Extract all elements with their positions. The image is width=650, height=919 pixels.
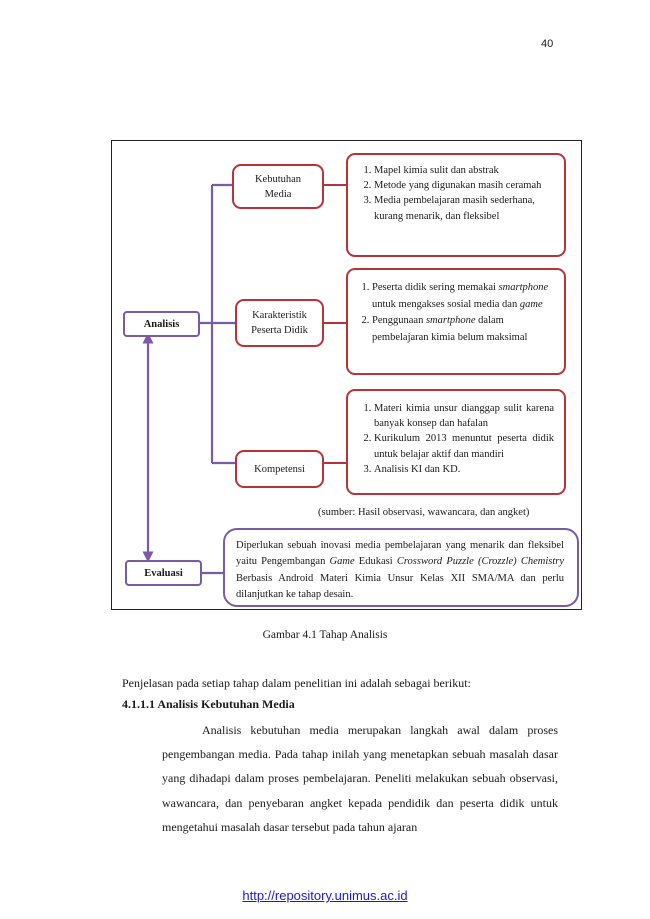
list-item: 2. Kurikulum 2013 menuntut peserta didik untuk belajar aktif dan mandiri: [374, 431, 554, 461]
conclusion-text: Diperlukan sebuah inovasi media pembelajaran yang menarik dan fleksibel yaitu Pengembangan Game Edukasi Crossword Puzzle (Crozzle) Chemistry Berbasis Android Materi Kimia Unsur Kelas XII SMA/MA dan perlu dilanjutkan ke tahap desain.: [236, 540, 564, 600]
kebutuhan-media-label: Kebutuhan Media: [254, 173, 302, 200]
list-item: 3. Analisis KI dan KD.: [374, 462, 554, 477]
figure-caption: Gambar 4.1 Tahap Analisis: [262, 629, 388, 641]
footer-link[interactable]: http://repository.unimus.ac.id: [242, 888, 408, 903]
karakteristik-list: [354, 280, 556, 346]
analisis-label: Analisis: [143, 318, 180, 330]
kompetensi-list: [356, 401, 554, 477]
paragraph-text: Analisis kebutuhan media merupakan langkah awal dalam proses pengembangan media. Pada tahap inilah yang menetapkan sebuah masalah dasar yang dihadapi dalam proses pembelajaran. Peneliti melakukan sebuah observasi, wawancara, dan penyebaran angket kepada pendidik dan peserta didik untuk mengetahui masalah dasar tersebut pada tahun ajaran: [162, 723, 558, 834]
kompetensi-list-box: [346, 389, 566, 495]
page-number: 40: [541, 38, 554, 50]
intro-sentence: Penjelasan pada setiap tahap dalam penelitian ini adalah sebagai berikut:: [122, 676, 471, 690]
kompetensi-label: Kompetensi: [254, 463, 305, 475]
evaluasi-label: Evaluasi: [144, 567, 183, 579]
connector-trunk: [199, 185, 212, 463]
karakteristik-box: [235, 299, 324, 347]
list-item: 1. Mapel kimia sulit dan abstrak: [374, 163, 554, 178]
list-item: 2. Penggunaan smartphone dalam pembelajaran kimia belum maksimal: [372, 313, 556, 346]
kebutuhan-list: [356, 163, 554, 224]
karakteristik-label: Karakteristik Peserta Didik: [251, 310, 308, 336]
kebutuhan-media-box: [232, 164, 324, 209]
source-note: (sumber: Hasil observasi, wawancara, dan angket): [318, 507, 530, 518]
analisis-box: [123, 311, 200, 337]
kompetensi-box: [235, 450, 324, 488]
kebutuhan-list-box: [346, 153, 566, 257]
list-item: 1. Peserta didik sering memakai smartphone untuk mengakses sosial media dan game: [372, 280, 556, 313]
section-heading: 4.1.1.1 Analisis Kebutuhan Media: [122, 697, 295, 711]
list-item: 1. Materi kimia unsur dianggap sulit karena banyak konsep dan hafalan: [374, 401, 554, 431]
list-item: 3. Media pembelajaran masih sederhana, kurang menarik, dan fleksibel: [374, 193, 554, 223]
conclusion-box: [223, 528, 579, 607]
karakteristik-list-box: [346, 268, 566, 375]
evaluasi-box: [125, 560, 202, 586]
body-paragraph: [162, 718, 558, 839]
list-item: 2. Metode yang digunakan masih ceramah: [374, 178, 554, 193]
